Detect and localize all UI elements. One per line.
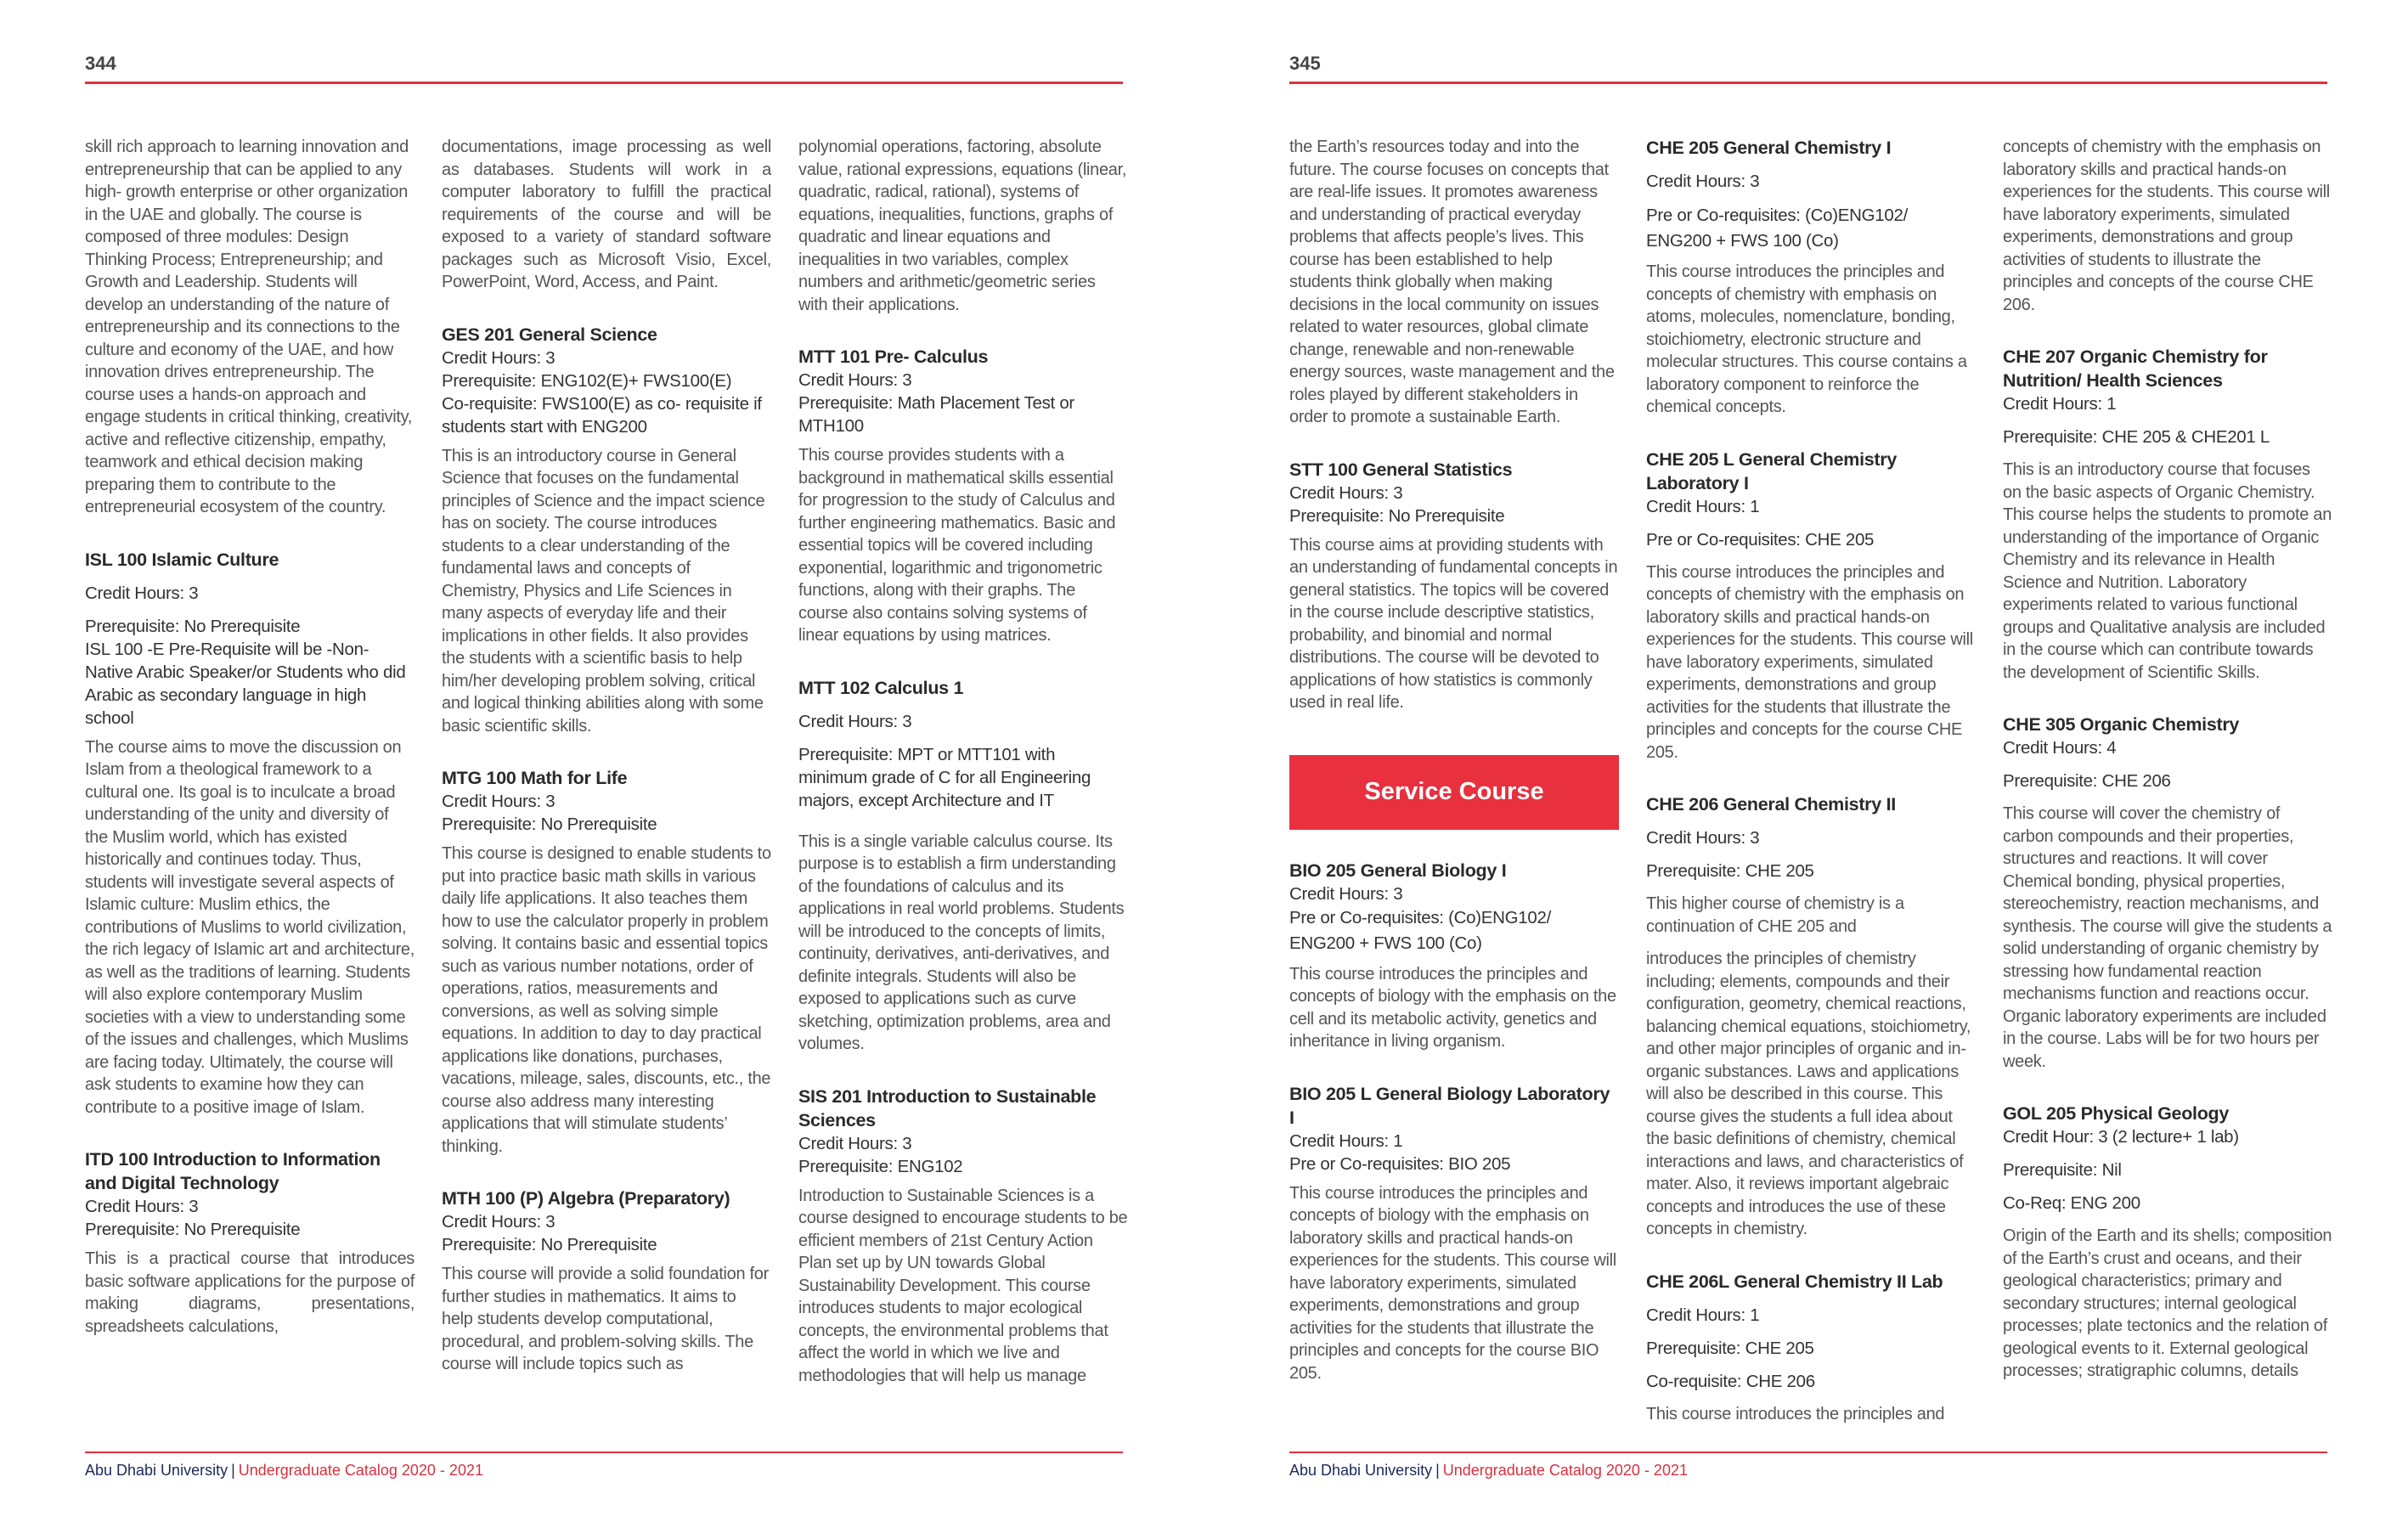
- course-mtt101: [798, 345, 1128, 647]
- course-description: This course introduces the principles and concepts of biology with the emphasis on laboratory skills and practical hands-on experiences for the students. This course will have laboratory experiments, simulated experiments, demonstrations and group activities for the students that illustrate the principles and concepts for the course BIO 205.: [1289, 1183, 1616, 1383]
- course-title: ISL 100 Islamic Culture: [85, 549, 279, 570]
- course-che205l: [1646, 448, 1976, 764]
- credit-hours: Credit Hours: 3: [442, 347, 555, 368]
- course-description: This course provides students with a background in mathematical skills essential for progression to the study of Calculus and further engineering mathematics. Basic and essential topics will be covered including exponential, logarithmic and trigonometric functions, along with their graphs. The course also contains solving systems of linear equations by using matrices.: [798, 446, 1116, 645]
- header-rule: [1289, 82, 2327, 84]
- prerequisite: Pre or Co-requisites: (Co)ENG102/ ENG200 + FWS 100 (Co): [1646, 206, 1908, 251]
- page-footer: [1289, 1462, 1688, 1480]
- course-description: This course is designed to enable students to put into practice basic math skills in various daily life applications. It also teaches them how to use the calculator properly in problem solving. It contains basic and essential topics such as various number notations, order of operations, ratios, measurements and conversions, as well as solving simple equations. In addition to day to day practical applications like donations, purchases, vacations, mileage, sales, discounts, etc., the course also address many interesting applications that will stimulate students’ thinking.: [442, 844, 771, 1156]
- course-description: This course will cover the chemistry of carbon compounds and their properties, structures and reactions. It will cover Chemical bonding, physical properties, stereochemistry, reaction mechanisms, and synthesis. The course will give the students a solid understanding of organic chemistry by stressing how fundamental reaction mechanisms function and reactions occur. Organic laboratory experiments are included in the course. Labs will be for two hours per week.: [2003, 804, 2332, 1071]
- prerequisite-note: ISL 100 -E Pre-Requisite will be -Non-Native Arabic Speaker/or Students who did Arabic as secondary language in high school: [85, 639, 406, 728]
- course-che206: [1646, 792, 1976, 1241]
- course-ges201: [442, 323, 771, 738]
- credit-hours: Credit Hours: 1: [1646, 496, 1760, 516]
- prerequisite: Prerequisite: No Prerequisite: [1289, 505, 1505, 526]
- course-che206l: [1646, 1270, 1976, 1426]
- course-title: GES 201 General Science: [442, 324, 657, 345]
- prerequisite: Pre or Co-requisites: BIO 205: [1289, 1153, 1511, 1174]
- credit-hours: Credit Hours: 1: [2003, 394, 2117, 414]
- credit-hours: Credit Hours: 3: [1289, 482, 1403, 503]
- column-2: [442, 136, 771, 1376]
- course-mth100p: [442, 1187, 771, 1376]
- course-description: This course aims at providing students with an understanding of fundamental concepts in general statistics. The topics will be covered in the course include descriptive statistics, probability, and binomial and normal distributions. The course will be devoted to applications of how statistics is commonly used in real life.: [1289, 535, 1618, 712]
- course-bio205l: [1289, 1082, 1619, 1385]
- credit-hours: Credit Hours: 3: [442, 792, 555, 811]
- credit-hours: Credit Hours: 3: [1646, 172, 1760, 191]
- prerequisite: Prerequisite: Math Placement Test or MTH100: [798, 393, 1074, 436]
- course-isl100: [85, 548, 414, 1119]
- page-footer: [85, 1462, 483, 1480]
- course-description: This course introduces the principles and concepts of biology with the emphasis on the cell and its metabolic activity, genetics and inheritance in living organism.: [1289, 964, 1616, 1051]
- course-description: introduces the principles of chemistry including; elements, compounds and their configuration, geometry, chemical reactions, balancing chemical equations, stoichiometry, and other major principles of organic and in-organic substances. Laws and applications will also be described in this course. This course gives the students a full idea about the basic definitions of chemistry, chemical interactions and laws, and characteristics of mater. Also, it reviews important algebraic concepts and introduces the use of these concepts in chemistry.: [1646, 950, 1971, 1238]
- course-description: This is an introductory course in General Science that focuses on the fundamental principles of Science and the impact science has on society. The course introduces students to a clear understanding of the fundamental laws and concepts of Chemistry, Physics and Life Sciences in many aspects of everyday life and their implications in other fields. It also provides the students with a scientific basis to help him/her developing problem solving, critical and logical thinking abilities along with some basic scientific skills.: [442, 446, 765, 736]
- prerequisite: Pre or Co-requisites: CHE 205: [1646, 529, 1875, 550]
- course-che205: [1646, 136, 1976, 419]
- course-itd100: [85, 1147, 414, 1338]
- credit-hours: Credit Hours: 3: [1646, 828, 1760, 848]
- continued-text: concepts of chemistry with the emphasis on laboratory skills and practical hands-on experiences for the students. This course will have laboratory experiments, simulated experiments, demonstrations and group activities of students to illustrate the principles and concepts of the course CHE 206.: [2003, 138, 2330, 314]
- course-title: STT 100 General Statistics: [1289, 459, 1513, 480]
- prerequisite: Prerequisite: CHE 205: [1646, 1338, 1814, 1358]
- footer-separator: |: [1435, 1462, 1440, 1479]
- column-1: [1289, 136, 1619, 1384]
- prerequisite: Prerequisite: MPT or MTT101 with minimum grade of C for all Engineering majors, except Architecture and IT: [798, 744, 1091, 810]
- service-course-banner: Service Course: [1289, 755, 1619, 830]
- corequisite: Co-requisite: FWS100(E) as co- requisite if students start with ENG200: [442, 393, 762, 437]
- footer-university: Abu Dhabi University: [85, 1462, 228, 1479]
- course-title: BIO 205 L General Biology Laboratory I: [1289, 1083, 1610, 1128]
- course-title: SIS 201 Introduction to Sustainable Sciences: [798, 1085, 1097, 1130]
- column-1: [85, 136, 414, 1338]
- right-page: [1204, 0, 2408, 1539]
- course-title: CHE 206 General Chemistry II: [1646, 794, 1896, 815]
- prerequisite: Prerequisite: CHE 206: [2003, 771, 2171, 791]
- course-title: CHE 206L General Chemistry II Lab: [1646, 1271, 1943, 1292]
- course-title: ITD 100 Introduction to Information and Digital Technology: [85, 1149, 381, 1193]
- continued-text: documentations, image processing as well as databases. Students will work in a computer laboratory to fulfill the practical requirements of the course and will be exposed to a variety of standard software packages such as Microsoft Visio, Excel, PowerPoint, Word, Access, and Paint.: [442, 138, 771, 291]
- prerequisite: Prerequisite: No Prerequisite: [442, 1235, 657, 1254]
- prerequisite: Pre or Co-requisites: (Co)ENG102/ ENG200 + FWS 100 (Co): [1289, 907, 1551, 953]
- course-che305: [2003, 713, 2332, 1073]
- course-title: MTT 101 Pre- Calculus: [798, 347, 989, 367]
- credit-hours: Credit Hours: 3: [85, 1197, 199, 1216]
- course-title: GOL 205 Physical Geology: [2003, 1103, 2230, 1124]
- course-title: CHE 205 L General Chemistry Laboratory I: [1646, 448, 1898, 493]
- prerequisite: Prerequisite: No Prerequisite: [85, 1220, 301, 1239]
- course-description: This course introduces the principles and: [1646, 1404, 1945, 1423]
- prerequisite: Prerequisite: Nil: [2003, 1160, 2122, 1180]
- course-mtt102: [798, 676, 1128, 1056]
- course-description: Origin of the Earth and its shells; composition of the Earth’s crust and oceans, and their geological characteristics; primary and secondary structures; internal geological processes; plate tectonics and the relation of geological events to it. External geological processes; stratigraphic columns, details: [2003, 1226, 2332, 1380]
- course-mtg100: [442, 766, 771, 1158]
- course-che207: [2003, 345, 2332, 684]
- column-3: [2003, 136, 2332, 1383]
- course-description: This course introduces the principles and concepts of chemistry with the emphasis on laboratory skills and practical hands-on experiences for the students. This course will have laboratory experiments, simulated experiments, demonstrations and group activities for the students that illustrate the principles and concepts for the course CHE 205.: [1646, 562, 1973, 762]
- course-description: This is a practical course that introduces basic software applications for the purpose of making diagrams, presentations, spreadsheets calculations,: [85, 1249, 414, 1336]
- credit-hours: Credit Hours: 3: [798, 711, 912, 731]
- prerequisite: Prerequisite: No Prerequisite: [442, 815, 657, 834]
- course-description: This higher course of chemistry is a continuation of CHE 205 and: [1646, 894, 1904, 936]
- page-number: 344: [85, 53, 116, 74]
- course-sis201: [798, 1085, 1128, 1388]
- credit-hours: Credit Hours: 1: [1289, 1130, 1403, 1151]
- credit-hours: Credit Hours: 3: [798, 1133, 912, 1153]
- corequisite: Co-requisite: CHE 206: [1646, 1371, 1815, 1391]
- credit-hours: Credit Hours: 3: [798, 370, 912, 390]
- prerequisite: Prerequisite: CHE 205: [1646, 861, 1814, 881]
- footer-rule: [85, 1452, 1123, 1453]
- continued-text: polynomial operations, factoring, absolute value, rational expressions, equations (linear, quadratic, radical, rational), systems of equations, inequalities, functions, graphs of quadratic and linear equations and inequalities in two variables, complex numbers and arithmetic/geometric series with their applications.: [798, 138, 1127, 314]
- course-description: The course aims to move the discussion on Islam from a theological framework to a cultural one. Its goal is to inculcate a broad understanding of the unity and diversity of the Muslim world, which has existed historically and continues today. Thus, students will investigate several aspects of Islamic culture: Muslim ethics, the contributions of Muslims to world civilization, the rich legacy of Islamic art and architecture, as well as the traditions of learning. Students will also explore contemporary Muslim societies with a view to understanding some of the issues and challenges, which Muslims are facing today. Ultimately, the course will ask students to examine how they can contribute to a positive image of Islam.: [85, 737, 415, 1117]
- course-title: MTG 100 Math for Life: [442, 768, 628, 788]
- course-title: CHE 205 General Chemistry I: [1646, 138, 1892, 158]
- credit-hours: Credit Hours: 1: [1646, 1305, 1760, 1325]
- prerequisite: Prerequisite: No Prerequisite: [85, 616, 301, 636]
- continued-text: skill rich approach to learning innovation and entrepreneurship that can be applied to any high- growth enterprise or other organization in the UAE and globally. The course is composed of three modules: Design Thinking Process; Entrepreneurship; and Growth and Leadership. Students will develop an understanding of the nature of entrepreneurship and its connections to the culture and economy of the UAE, and how innovation drives entrepreneurship. The course uses a hands-on approach and engage students in critical thinking, creativity, active and reflective citizenship, empathy, teamwork and ethical decision making preparing them to contribute to the entrepreneurial ecosystem of the country.: [85, 138, 413, 516]
- course-title: MTT 102 Calculus 1: [798, 677, 964, 698]
- credit-hours: Credit Hours: 4: [2003, 738, 2117, 758]
- credit-hours: Credit Hours: 3: [442, 1212, 555, 1232]
- prerequisite: Prerequisite: ENG102: [798, 1156, 963, 1176]
- column-2: [1646, 136, 1976, 1425]
- footer-catalog: Undergraduate Catalog 2020 - 2021: [238, 1462, 483, 1479]
- course-bio205: [1289, 859, 1619, 1053]
- header-rule: [85, 82, 1123, 84]
- course-description: This course will provide a solid foundation for further studies in mathematics. It aims to help students develop computational, procedural, and problem-solving skills. The course will include topics such as: [442, 1265, 769, 1373]
- prerequisite: Prerequisite: ENG102(E)+ FWS100(E): [442, 370, 732, 391]
- course-title: CHE 207 Organic Chemistry for Nutrition/ Health Sciences: [2003, 347, 2268, 391]
- course-description: Introduction to Sustainable Sciences is a course designed to encourage students to be efficient members of 21st Century Action Plan set up by UN towards Global Sustainability Development. This course introduces students to major ecological concepts, the environmental problems that affect the world in which we live and methodologies that will help us manage: [798, 1186, 1128, 1385]
- course-title: CHE 305 Organic Chemistry: [2003, 714, 2240, 735]
- prerequisite: Prerequisite: CHE 205 & CHE201 L: [2003, 427, 2270, 447]
- credit-hours: Credit Hours: 3: [1289, 883, 1403, 904]
- course-description: This is an introductory course that focuses on the basic aspects of Organic Chemistry. This course helps the students to promote an understanding of the importance of Organic Chemistry and its relevance in Health Science and Nutrition. Laboratory experiments related to various functional groups and Qualitative analysis are included in the course which can contribute towards the development of Scientific Skills.: [2003, 460, 2332, 682]
- course-gol205: [2003, 1102, 2332, 1383]
- corequisite: Co-Req: ENG 200: [2003, 1193, 2140, 1213]
- column-3: [798, 136, 1128, 1387]
- course-title: MTH 100 (P) Algebra (Preparatory): [442, 1188, 730, 1209]
- credit-hours: Credit Hours: 3: [85, 583, 199, 603]
- footer-university: Abu Dhabi University: [1289, 1462, 1433, 1479]
- footer-rule: [1289, 1452, 2327, 1453]
- course-title: BIO 205 General Biology I: [1289, 860, 1507, 881]
- course-stt100: [1289, 458, 1619, 714]
- credit-hours: Credit Hour: 3 (2 lecture+ 1 lab): [2003, 1127, 2239, 1147]
- course-description: This course introduces the principles and concepts of chemistry with emphasis on atoms, molecules, nomenclature, bonding, stoichiometry, electronic structure and molecular structures. This course contains a laboratory component to reinforce the chemical concepts.: [1646, 262, 1967, 416]
- course-description: This is a single variable calculus course. Its purpose is to establish a firm understanding of the foundations of calculus and its applications in real world problems. Students will be introduced to the concepts of limits, continuity, derivatives, anti-derivatives, and definite integrals. Students will also be exposed to applications such as curve sketching, optimization problems, area and volumes.: [798, 832, 1125, 1053]
- continued-text: the Earth’s resources today and into the future. The course focuses on concepts that are real-life issues. It promotes awareness and understanding of practical everyday problems that affects people’s lives. This course has been established to help students think globally when making decisions in the local community on issues related to water resources, global climate change, renewable and non-renewable energy sources, waste management and the roles played by different stakeholders in order to promote a sustainable Earth.: [1289, 138, 1615, 426]
- footer-catalog: Undergraduate Catalog 2020 - 2021: [1442, 1462, 1688, 1479]
- footer-separator: |: [231, 1462, 235, 1479]
- page-number: 345: [1289, 53, 1321, 74]
